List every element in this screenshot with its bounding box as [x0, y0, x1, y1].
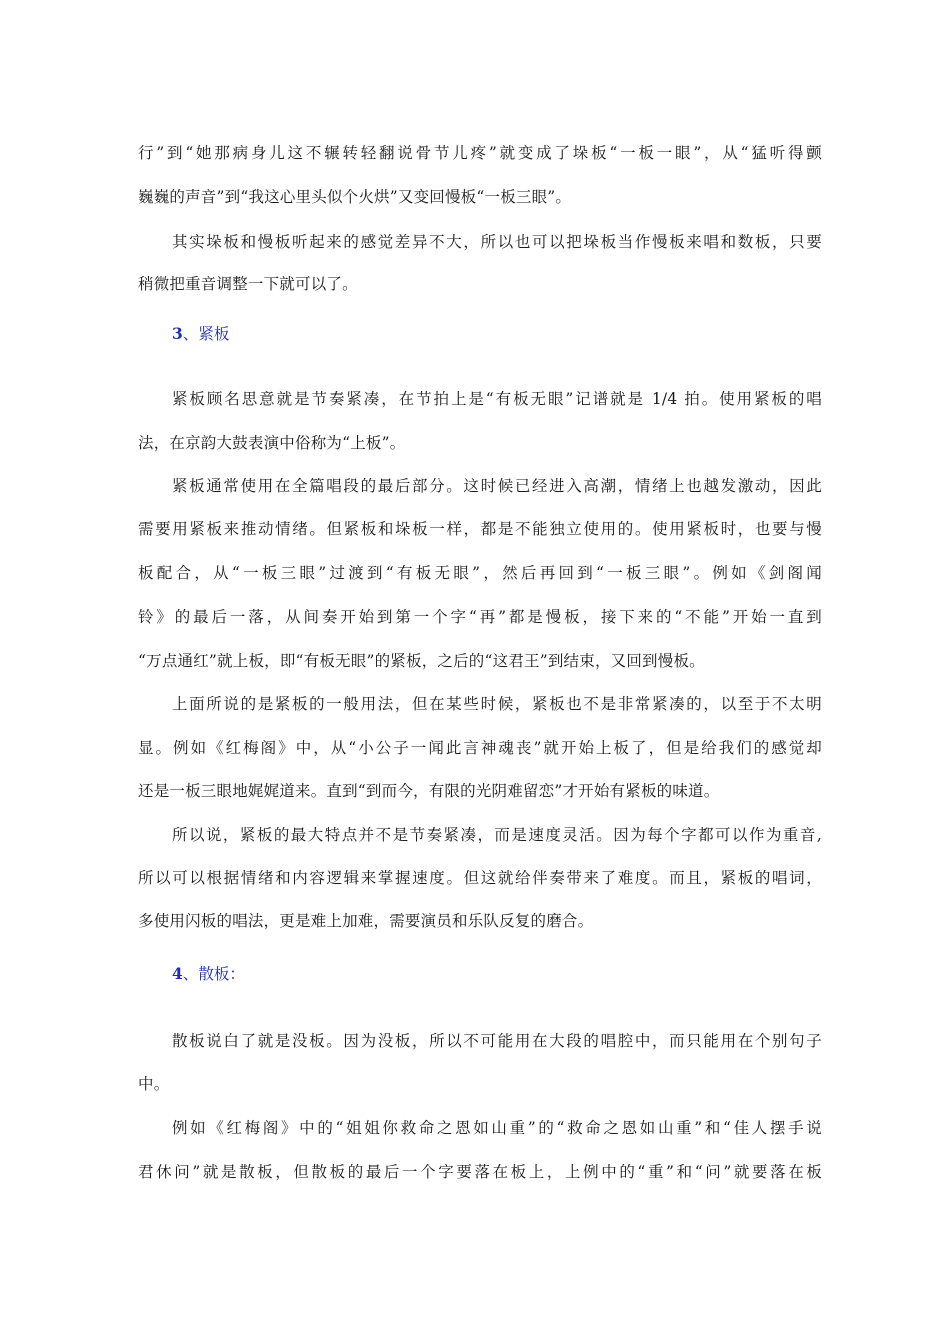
paragraph-line: 中。	[138, 1075, 170, 1093]
paragraph-line: 巍巍的声音”到“我这心里头似个火烘”又变回慢板“一板三眼”。	[138, 188, 572, 206]
paragraph-line: 板配合，从“一板三眼”过渡到“有板无眼”，然后再回到“一板三眼”。例如《剑阁闻	[138, 564, 822, 582]
paragraph-line: 稍微把重音调整一下就可以了。	[138, 275, 358, 293]
paragraph-line: 紧板顾名思意就是节奏紧凑，在节拍上是“有板无眼”记谱就是 1/4 拍。使用紧板的唱	[172, 390, 822, 408]
paragraph-line: 行”到“她那病身儿这不辗转轻翻说骨节儿疼”就变成了垛板“一板一眼”，从“猛听得颤	[138, 144, 822, 162]
section-heading-sanban	[172, 964, 245, 984]
paragraph-line: 多使用闪板的唱法，更是难上加难，需要演员和乐队反复的磨合。	[138, 912, 594, 930]
heading-title: 散板：	[198, 965, 245, 983]
paragraph-line: 所以说，紧板的最大特点并不是节奏紧凑，而是速度灵活。因为每个字都可以作为重音,	[172, 826, 822, 844]
section-heading-jinban	[172, 324, 229, 344]
paragraph-line: 其实垛板和慢板听起来的感觉差异不大，所以也可以把垛板当作慢板来唱和数板，只要	[172, 233, 822, 251]
paragraph-line: 还是一板三眼地娓娓道来。直到“到而今，有限的光阴难留恋”才开始有紧板的味道。	[138, 782, 720, 800]
heading-title: 紧板	[198, 325, 230, 343]
heading-separator: 、	[182, 965, 199, 983]
paragraph-line: 所以可以根据情绪和内容逻辑来掌握速度。但这就给伴奏带来了难度。而且，紧板的唱词，	[138, 869, 822, 887]
paragraph-line: 例如《红梅阁》中的“姐姐你救命之恩如山重”的“救命之恩如山重”和“佳人摆手说	[172, 1119, 822, 1137]
paragraph-line: 需要用紧板来推动情绪。但紧板和垛板一样，都是不能独立使用的。使用紧板时，也要与慢	[138, 520, 822, 538]
paragraph-line: 散板说白了就是没板。因为没板，所以不可能用在大段的唱腔中，而只能用在个别句子	[172, 1032, 822, 1050]
paragraph-line: 法，在京韵大鼓表演中俗称为“上板”。	[138, 434, 406, 452]
heading-number: 3	[172, 324, 183, 343]
paragraph-line: 显。例如《红梅阁》中，从“小公子一闻此言神魂丧”就开始上板了，但是给我们的感觉却	[138, 739, 822, 757]
paragraph-line: 君休问”就是散板，但散板的最后一个字要落在板上，上例中的“重”和“问”就要落在板	[138, 1163, 822, 1181]
paragraph-line: 上面所说的是紧板的一般用法，但在某些时候，紧板也不是非常紧凑的，以至于不太明	[172, 695, 822, 713]
heading-separator: 、	[182, 325, 199, 343]
paragraph-line: “万点通红”就上板，即“有板无眼”的紧板，之后的“这君王”到结束，又回到慢板。	[138, 652, 705, 670]
heading-number: 4	[172, 964, 183, 983]
paragraph-line: 铃》的最后一落，从间奏开始到第一个字“再”都是慢板，接下来的“不能”开始一直到	[138, 608, 822, 626]
paragraph-line: 紧板通常使用在全篇唱段的最后部分。这时候已经进入高潮，情绪上也越发激动，因此	[172, 477, 822, 495]
